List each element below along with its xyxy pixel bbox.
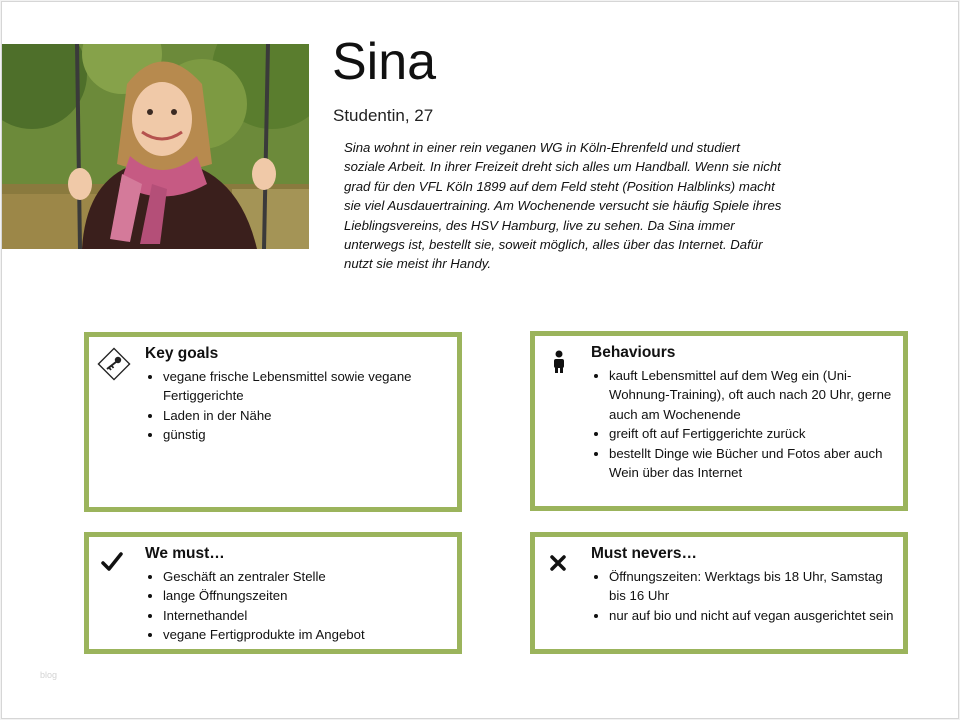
list-item: • Geschäft an zentraler Stelle <box>163 567 451 586</box>
x-mark-icon <box>549 554 567 577</box>
key-goals-list <box>145 367 451 445</box>
behaviours-list <box>591 366 897 482</box>
persona-name: Sina <box>332 33 437 91</box>
key-goals-title: Key goals <box>145 345 219 362</box>
list-item: • nur auf bio und nicht auf vegan ausgerichtet sein <box>609 606 897 625</box>
list-item: • Laden in der Nähe <box>163 406 451 425</box>
we-must-list <box>145 567 451 645</box>
persona-photo <box>2 44 309 249</box>
persona-bio: Sina wohnt in einer rein veganen WG in Köln-Ehrenfeld und studiert soziale Arbeit. In ihrer Freizeit dreht sich alles um Handball. Wenn sie nicht grad für den VFL Köln 1899 auf dem Feld steht (Position Halblinks) macht sie viel Ausdauertraining. Am Wochenende versucht sie häufig Spiele ihres Lieblingsvereins, des HSV Hamburg, live zu sehen. Da Sina immer unterwegs ist, bestellt sie, soweit möglich, alles über das Internet. Dafür nutzt sie meist ihr Handy. <box>344 140 782 272</box>
must-nevers-card <box>530 532 908 654</box>
person-icon <box>551 350 567 379</box>
list-item: • günstig <box>163 425 451 444</box>
behaviours-title: Behaviours <box>591 344 676 361</box>
list-item: • Öffnungszeiten: Werktags bis 18 Uhr, Samstag bis 16 Uhr <box>609 567 897 606</box>
must-nevers-list <box>591 567 897 625</box>
we-must-title: We must… <box>145 545 225 562</box>
key-icon <box>97 347 131 386</box>
persona-slide <box>1 1 959 719</box>
key-goals-card <box>84 332 462 512</box>
persona-subtitle: Studentin, 27 <box>333 106 434 125</box>
watermark: blog <box>40 670 58 680</box>
we-must-card <box>84 532 462 654</box>
list-item: • kauft Lebensmittel auf dem Weg ein (Uni-Wohnung-Training), oft auch nach 20 Uhr, gerne auch am Wochenende <box>609 366 897 424</box>
must-nevers-title: Must nevers… <box>591 545 697 562</box>
list-item: • vegane Fertigprodukte im Angebot <box>163 625 451 644</box>
list-item: • vegane frische Lebensmittel sowie vegane Fertiggerichte <box>163 367 451 406</box>
woman-on-swing-photo <box>2 44 309 249</box>
behaviours-card <box>530 331 908 511</box>
list-item: • lange Öffnungszeiten <box>163 586 451 605</box>
list-item: • greift oft auf Fertiggerichte zurück <box>609 424 897 443</box>
checkmark-icon <box>101 551 123 578</box>
list-item: • Internethandel <box>163 606 451 625</box>
list-item: • bestellt Dinge wie Bücher und Fotos aber auch Wein über das Internet <box>609 444 897 483</box>
